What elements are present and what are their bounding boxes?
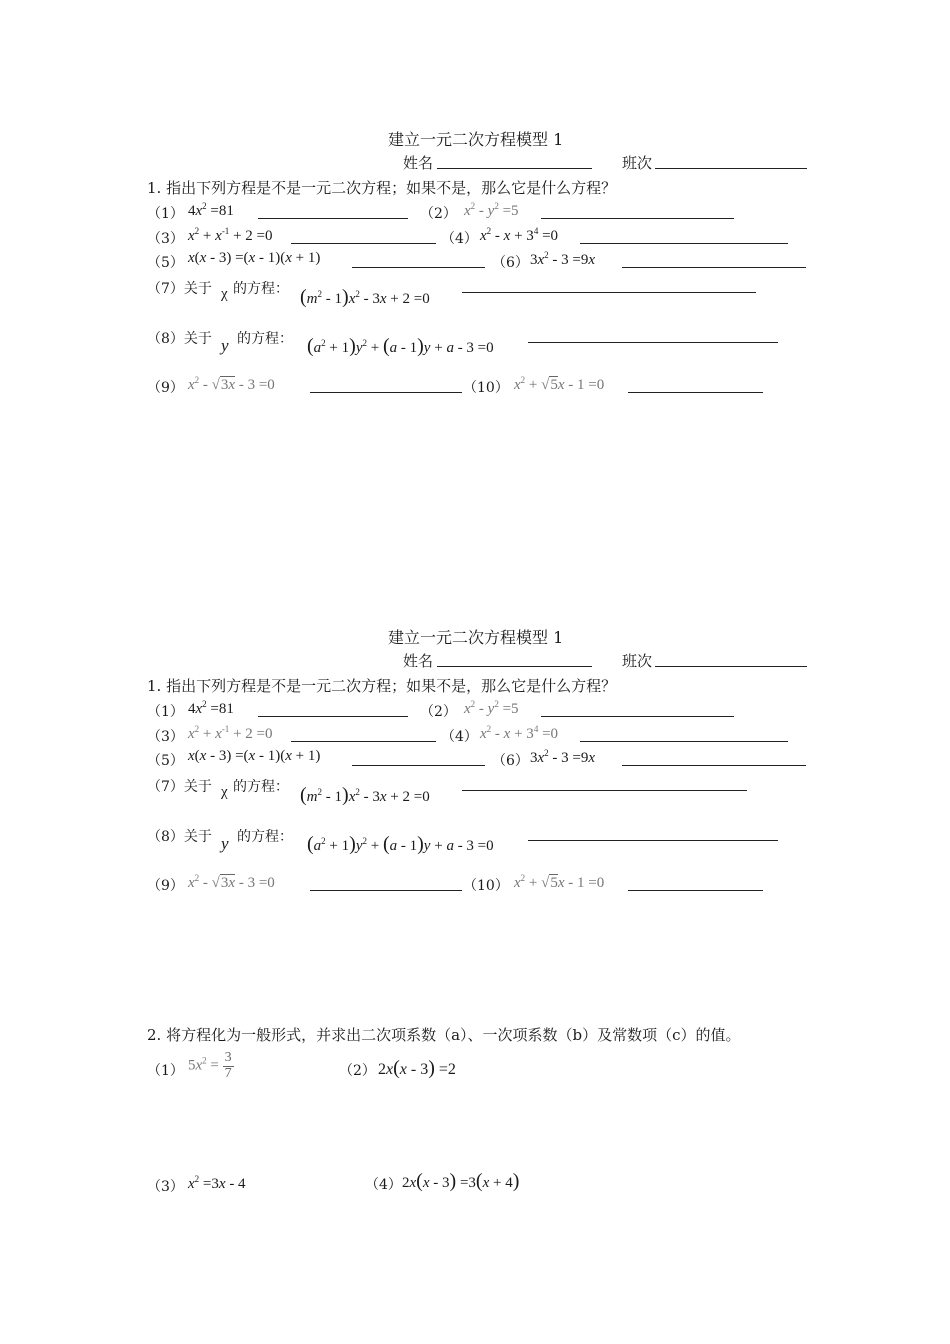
item-label: （7）关于 (147, 281, 212, 297)
name-label: 姓名 (403, 652, 434, 670)
equation-suffix: 的方程： (237, 331, 293, 347)
item-label: （5） (147, 753, 184, 769)
item-label: （9） (147, 878, 184, 894)
item-label: （1） (147, 704, 184, 720)
item-label: （3） (147, 729, 184, 745)
item-label: （6） (492, 255, 529, 271)
item-label: （2） (420, 206, 457, 222)
answer-blank[interactable] (580, 741, 788, 742)
equation-suffix: 的方程： (233, 281, 289, 297)
class-blank[interactable] (655, 168, 807, 169)
item-label: （6） (492, 753, 529, 769)
equation-suffix: 的方程： (237, 829, 293, 845)
item-label: （4） (441, 231, 478, 247)
answer-blank[interactable] (291, 243, 436, 244)
question-1-text: 1. 指出下列方程是不是一元二次方程；如果不是，那么它是什么方程？ (147, 179, 617, 197)
answer-blank[interactable] (462, 292, 756, 293)
equation: $x^2 + √5x - 1 =0$ (514, 375, 605, 393)
variable-x: χ (221, 784, 228, 800)
answer-blank[interactable] (622, 765, 806, 766)
page-title: 建立一元二次方程模型 1 (388, 628, 564, 647)
equation: $3x^2 - 3 =9x$ (530, 250, 596, 268)
equation: $(a^2 + 1)y^2 + (a - 1)y + a - 3 =0$ (307, 833, 494, 855)
name-blank[interactable] (437, 666, 592, 667)
variable-y: y (221, 336, 229, 355)
question-2-text: 2. 将方程化为一般形式，并求出二次项系数（a）、一次项系数（b）及常数项（c）的值。 (147, 1026, 741, 1044)
equation-suffix: 的方程： (233, 779, 289, 795)
variable-y: y (221, 834, 229, 853)
item-label: （1） (147, 1063, 184, 1079)
class-label: 班次 (622, 652, 653, 670)
answer-blank[interactable] (580, 243, 788, 244)
equation: $x^2 =3x - 4$ (188, 1174, 246, 1192)
equation: 2x(x - 3) =2 (378, 1057, 456, 1079)
equation: $4x^2 =81$ (188, 201, 234, 219)
equation: $x^2 - √3x - 3 =0$ (188, 375, 275, 393)
class-label: 班次 (622, 154, 653, 172)
answer-blank[interactable] (352, 765, 485, 766)
item-label: （3） (147, 231, 184, 247)
answer-blank[interactable] (528, 840, 778, 841)
variable-x: χ (221, 286, 228, 302)
name-blank[interactable] (437, 168, 592, 169)
answer-blank[interactable] (258, 716, 408, 717)
equation: $x^2 + x^{-1} + 2 =0$ (188, 226, 273, 244)
equation: $4x^2 =81$ (188, 699, 234, 717)
answer-blank[interactable] (541, 218, 734, 219)
item-label: （9） (147, 380, 184, 396)
item-label: （8）关于 (147, 331, 212, 347)
equation: $(a^2 + 1)y^2 + (a - 1)y + a - 3 =0$ (307, 335, 494, 357)
class-blank[interactable] (655, 666, 807, 667)
page-title: 建立一元二次方程模型 1 (388, 130, 564, 149)
equation: $(m^2 - 1)x^2 - 3x + 2 =0$ (300, 784, 430, 806)
answer-blank[interactable] (310, 392, 462, 393)
answer-blank[interactable] (462, 790, 747, 791)
answer-blank[interactable] (310, 890, 462, 891)
answer-blank[interactable] (628, 890, 763, 891)
equation: $3x^2 - 3 =9x$ (530, 748, 596, 766)
equation: $(m^2 - 1)x^2 - 3x + 2 =0$ (300, 286, 430, 308)
answer-blank[interactable] (622, 267, 806, 268)
answer-blank[interactable] (541, 716, 734, 717)
question-1-text: 1. 指出下列方程是不是一元二次方程；如果不是，那么它是什么方程？ (147, 677, 617, 695)
answer-blank[interactable] (352, 267, 485, 268)
answer-blank[interactable] (628, 392, 763, 393)
answer-blank[interactable] (291, 741, 436, 742)
equation: 2x(x - 3) =3(x + 4) (402, 1170, 520, 1192)
equation: $x^2 - x + 3^4 =0$ (480, 226, 559, 244)
answer-blank[interactable] (528, 342, 778, 343)
item-label: （2） (339, 1063, 376, 1079)
equation: $x^2 + x^{-1} + 2 =0$ (188, 724, 273, 742)
item-label: （4） (441, 729, 478, 745)
equation: $x^2 - √3x - 3 =0$ (188, 873, 275, 891)
equation: $x^2 - y^2 =5$ (464, 699, 519, 717)
item-label: （4） (365, 1177, 402, 1193)
item-label: （10） (463, 878, 509, 894)
equation: $x^2 - x + 3^4 =0$ (480, 724, 559, 742)
answer-blank[interactable] (258, 218, 408, 219)
item-label: （7）关于 (147, 779, 212, 795)
item-label: （5） (147, 255, 184, 271)
item-label: （8）关于 (147, 829, 212, 845)
item-label: （10） (463, 380, 509, 396)
equation: $x^2 + √5x - 1 =0$ (514, 873, 605, 891)
equation: $5x^2$ = $\frac{3}{7}$ (188, 1050, 232, 1081)
item-label: （1） (147, 206, 184, 222)
name-label: 姓名 (403, 154, 434, 172)
equation: x(x - 3) =(x - 1)(x + 1) (188, 748, 321, 764)
equation: $x^2 - y^2 =5$ (464, 201, 519, 219)
equation: x(x - 3) =(x - 1)(x + 1) (188, 250, 321, 266)
item-label: （2） (420, 704, 457, 720)
item-label: （3） (147, 1179, 184, 1195)
